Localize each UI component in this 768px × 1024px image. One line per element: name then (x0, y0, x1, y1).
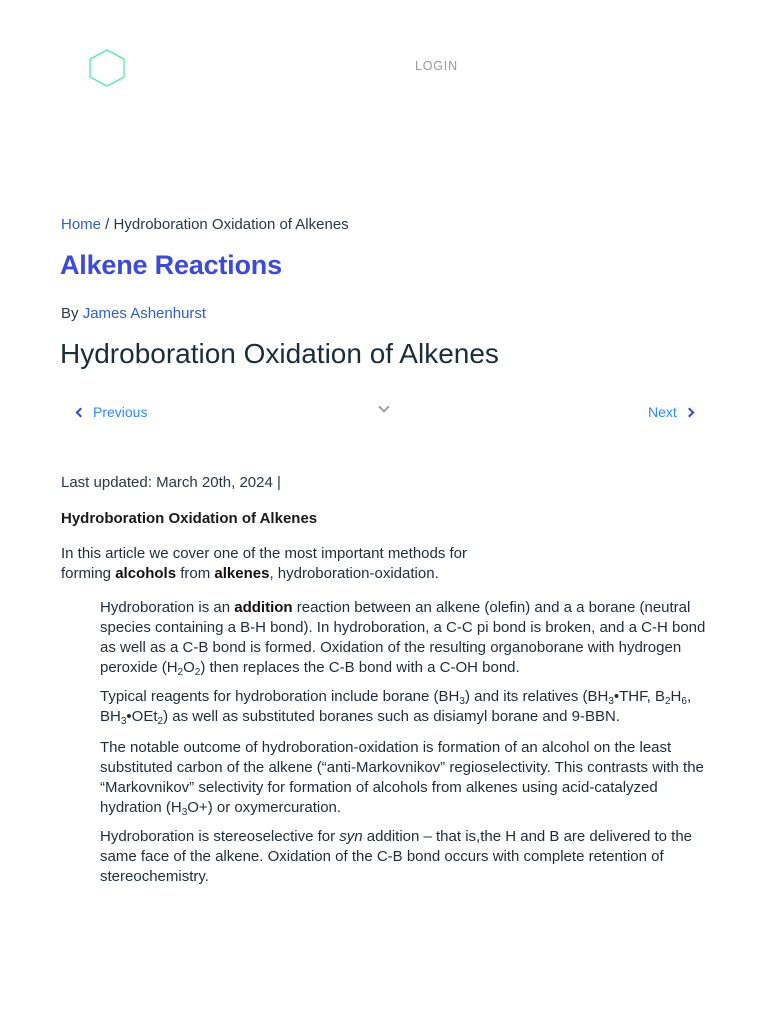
breadcrumb-home-link[interactable]: Home (61, 216, 102, 233)
subscript: 3 (120, 716, 127, 727)
previous-button[interactable] (74, 404, 147, 420)
subscript: 2 (664, 696, 671, 707)
text: O+) or oxymercuration. (187, 799, 342, 816)
intro-paragraph (61, 544, 511, 584)
key-point-2 (100, 687, 715, 727)
key-point-4 (100, 827, 715, 887)
chevron-right-icon (684, 407, 694, 417)
subscript: 3 (459, 696, 465, 707)
author-link[interactable]: James Ashenhurst (82, 305, 207, 322)
text: ) and its relatives (BH (464, 688, 609, 705)
previous-label: Previous (93, 404, 148, 420)
breadcrumb (61, 216, 349, 233)
text: , BH (100, 688, 692, 725)
expand-toggle[interactable] (378, 403, 390, 415)
subscript: 2 (194, 667, 201, 678)
text: ) then replaces the C-B bond with a C-OH bond. (200, 659, 520, 676)
chevron-left-icon (76, 407, 86, 417)
text: reaction between an alkene (olefin) and a a borane (neutral species containing a B-H bond). In hydroboration, a C-C pi bond is broken, and a C-H bond as well as a C-B bond is formed. Oxidation of the resulting organoborane with hydrogen peroxide (H (100, 599, 706, 676)
byline (61, 305, 206, 322)
text: •THF, B (613, 688, 665, 705)
subscript: 6 (681, 696, 687, 707)
subscript: 3 (181, 807, 188, 818)
text: Hydroboration is stereoselective for (100, 828, 340, 845)
subscript: 3 (608, 696, 614, 707)
italic-syn: syn (339, 828, 363, 845)
subscript: 2 (177, 667, 184, 678)
text: addition – that is,the H and B are delivered to the same face of the alkene. Oxidation of the C-B bond occurs with complete retention of stereochemistry. (100, 828, 693, 885)
text: ) as well as substituted boranes such as disiamyl borane and 9-BBN. (163, 708, 620, 725)
key-point-1 (100, 598, 715, 678)
keyword-alkenes: alkenes (214, 565, 270, 582)
text: from (176, 565, 215, 582)
text: , hydroboration-oxidation. (269, 565, 439, 582)
breadcrumb-current: Hydroboration Oxidation of Alkenes (113, 216, 349, 233)
chevron-down-icon (378, 401, 389, 412)
text: •OEt (126, 708, 158, 725)
keyword-alcohols: alcohols (115, 565, 177, 582)
last-updated: Last updated: March 20th, 2024 | (61, 474, 281, 491)
subscript: 2 (157, 716, 164, 727)
byline-prefix: By (61, 305, 83, 322)
key-point-3 (100, 738, 715, 818)
keyword-addition: addition (234, 599, 293, 616)
login-link[interactable]: LOGIN (415, 59, 458, 73)
breadcrumb-separator: / (101, 216, 114, 233)
article-heading: Hydroboration Oxidation of Alkenes (61, 510, 318, 527)
hexagon-logo-icon[interactable] (88, 48, 126, 88)
text: H (670, 688, 682, 705)
text: O (183, 659, 195, 676)
page-title: Hydroboration Oxidation of Alkenes (60, 338, 499, 369)
text: In this article we cover one of the most important methods for forming (61, 545, 468, 582)
category-title[interactable]: Alkene Reactions (60, 250, 282, 280)
next-label: Next (648, 404, 677, 420)
text: Hydroboration is an (100, 599, 235, 616)
text: The notable outcome of hydroboration-oxidation is formation of an alcohol on the least substituted carbon of the alkene (“anti-Markovnikov” regioselectivity. This contrasts with the “Markovnikov” selectivity for formation of alcohols from alkenes using acid-catalyzed hydration (H (100, 739, 704, 816)
site-header (0, 0, 768, 140)
text: Typical reagents for hydroboration include borane (BH (100, 688, 460, 705)
next-button[interactable] (648, 404, 693, 420)
